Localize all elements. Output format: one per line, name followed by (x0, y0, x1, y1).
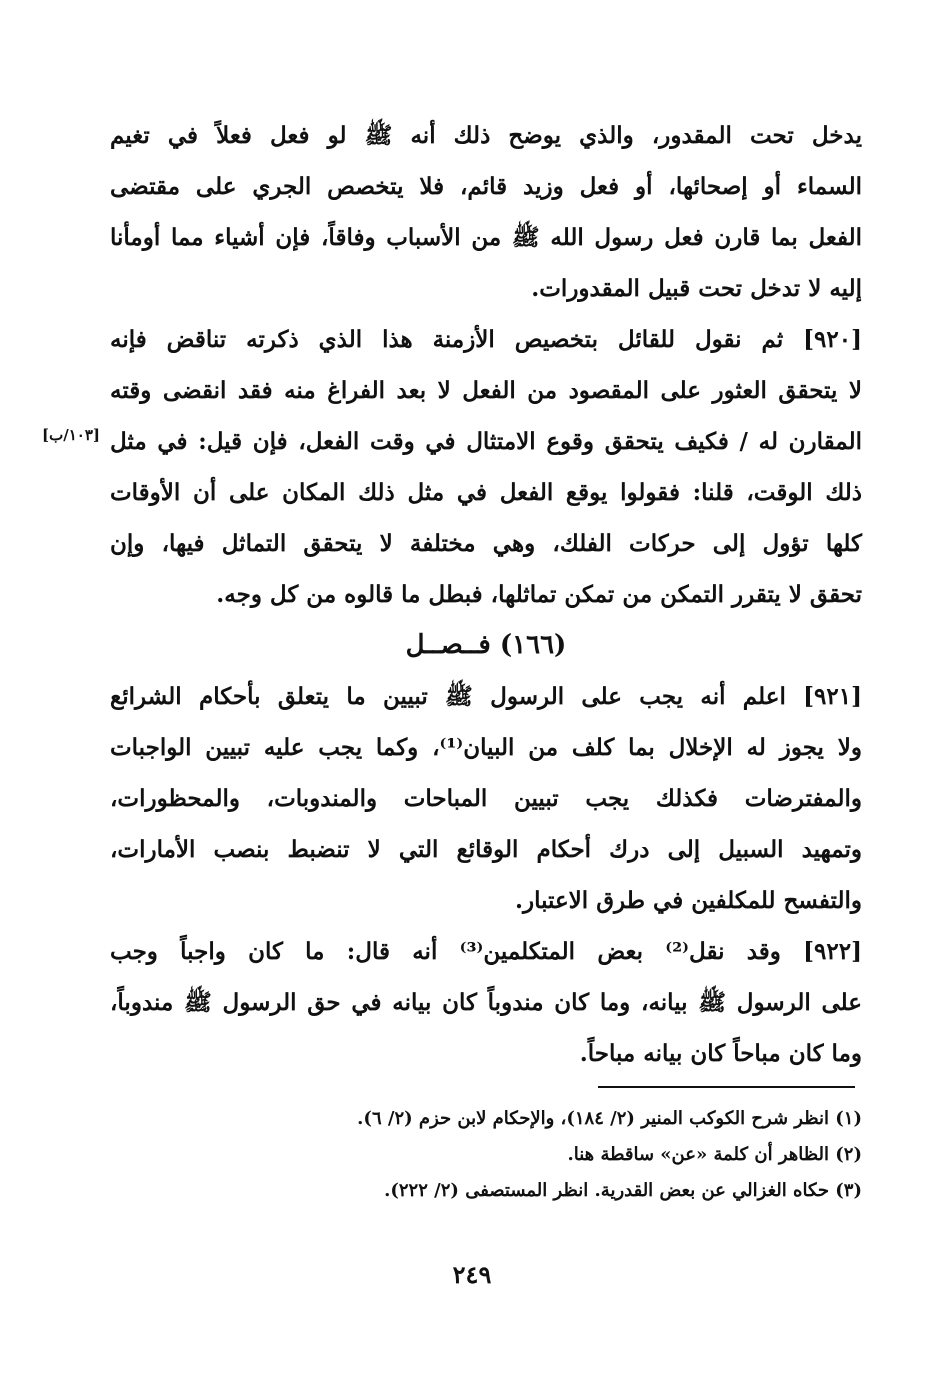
margin-folio-note: [١٠٣/ب] (42, 426, 100, 444)
text-line: والمفترضات فكذلك يجب تبيين المباحات والمندوبات، والمحظورات، (110, 785, 862, 812)
text-line: كلها تؤول إلى حركات الفلك، وهي مختلفة لا يتحقق التماثل فيها، وإن (110, 530, 862, 557)
footnote-3: (٣) حكاه الغزالي عن بعض القدرية. انظر المستصفى (٢/ ٢٢٢). (384, 1180, 862, 1201)
text-line: والتفسح للمكلفين في طرق الاعتبار. (514, 887, 862, 914)
text-line: على الرسول ﷺ بيانه، وما كان مندوباً كان بيانه في حق الرسول ﷺ مندوباً، (110, 989, 862, 1016)
text-line: ولا يجوز له الإخلال بما كلف من البيان⁽¹⁾، وكما يجب عليه تبيين الواجبات (110, 734, 862, 761)
paragraph-920-line: [٩٢٠] ثم نقول للقائل بتخصيص الأزمنة هذا الذي ذكرته تناقض فإنه (110, 326, 862, 353)
paragraph-922-line: [٩٢٢] وقد نقل⁽²⁾ بعض المتكلمين⁽³⁾ أنه قال: ما كان واجباً وجب (110, 938, 862, 965)
footnote-separator (598, 1086, 855, 1088)
footnote-1: (١) انظر شرح الكوكب المنير (٢/ ١٨٤)، والإحكام لابن حزم (٢/ ٦). (357, 1108, 862, 1129)
text-line: السماء أو إصحائها، أو فعل وزيد قائم، فلا يتخصص الجري على مقتضى (110, 173, 862, 200)
main-text (110, 110, 862, 1079)
page-number: ٢٤٩ (452, 1260, 492, 1289)
text-line: لا يتحقق العثور على المقصود من الفعل لا بعد الفراغ منه فقد انقضى وقته (110, 377, 862, 404)
text-line: وما كان مباحاً كان بيانه مباحاً. (579, 1040, 862, 1067)
text-line: إليه لا تدخل تحت قبيل المقدورات. (531, 275, 862, 302)
text-line: يدخل تحت المقدور، والذي يوضح ذلك أنه ﷺ لو فعل فعلاً في تغيم (110, 122, 862, 149)
text-line: الفعل بما قارن فعل رسول الله ﷺ من الأسباب وفاقاً، فإن أشياء مما أومأنا (110, 224, 862, 251)
text-line: ذلك الوقت، قلنا: فقولوا يوقع الفعل في مثل ذلك المكان على أن الأوقات (110, 479, 862, 506)
footnote-2: (٢) الظاهر أن كلمة «عن» ساقطة هنا. (567, 1144, 862, 1165)
text-line: وتمهيد السبيل إلى درك أحكام الوقائع التي لا تنضبط بنصب الأمارات، (110, 836, 862, 863)
section-heading: (١٦٦) فــصــل (405, 630, 567, 660)
footnotes (110, 1101, 862, 1209)
text-line: تحقق لا يتقرر التمكن من تمكن تماثلها، فبطل ما قالوه من كل وجه. (216, 581, 862, 608)
text-line: المقارن له / فكيف يتحقق وقوع الامتثال في وقت الفعل، فإن قيل: في مثل (110, 428, 862, 455)
paragraph-921-line: [٩٢١] اعلم أنه يجب على الرسول ﷺ تبيين ما يتعلق بأحكام الشرائع (110, 683, 862, 710)
